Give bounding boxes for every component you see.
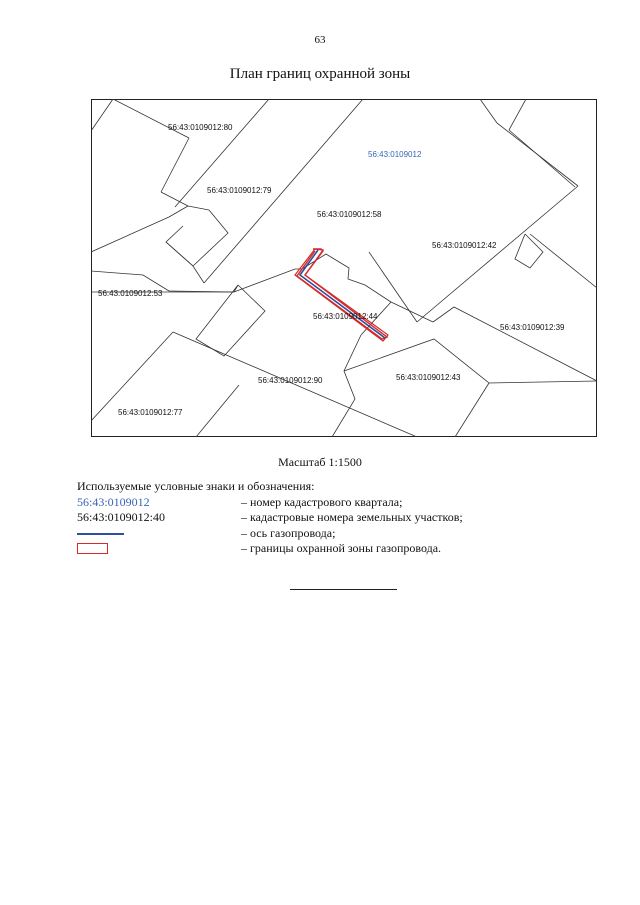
page-number: 63 — [314, 34, 326, 46]
legend-desc: – ось газопровода; — [241, 525, 336, 540]
quarter-label: 56:43:0109012 — [368, 150, 422, 159]
map-scale: Масштаб 1:1500 — [278, 455, 362, 469]
parcel-label: 56:43:0109012:53 — [98, 289, 163, 298]
parcel-label: 56:43:0109012:77 — [118, 408, 183, 417]
legend-row-parcel — [77, 510, 557, 526]
legend-row-quarter — [77, 495, 557, 511]
protection-zone-boundary — [297, 249, 387, 339]
cadastral-map — [91, 99, 597, 437]
footer-divider — [290, 589, 397, 590]
legend-row-zone — [77, 541, 557, 557]
parcel-label: 56:43:0109012:90 — [258, 376, 323, 385]
blue-line-icon — [77, 533, 124, 535]
legend-heading: Используемые условные знаки и обозначения: — [77, 479, 315, 493]
parcel-label: 56:43:0109012:42 — [432, 241, 497, 250]
parcel-label: 56:43:0109012:58 — [317, 210, 382, 219]
parcel-boundaries — [91, 99, 597, 437]
parcel-label: 56:43:0109012:44 — [313, 312, 378, 321]
parcel-label: 56:43:0109012:43 — [396, 373, 461, 382]
legend — [77, 479, 557, 557]
legend-desc: – кадастровые номера земельных участков; — [241, 510, 463, 524]
gas-pipeline-axis — [300, 250, 385, 338]
legend-row-axis — [77, 526, 557, 542]
legend-desc: – границы охранной зоны газопровода. — [241, 541, 442, 555]
map-canvas — [91, 99, 597, 437]
legend-desc: – номер кадастрового квартала; — [241, 494, 403, 509]
parcel-label: 56:43:0109012:80 — [168, 123, 233, 132]
parcel-label: 56:43:0109012:79 — [207, 186, 272, 195]
parcel-label: 56:43:0109012:39 — [500, 323, 565, 332]
legend-key-quarter: 56:43:0109012 — [77, 494, 150, 509]
page-title: План границ охранной зоны — [229, 66, 411, 82]
red-rectangle-icon — [77, 543, 108, 554]
legend-key-parcel: 56:43:0109012:40 — [77, 510, 166, 524]
